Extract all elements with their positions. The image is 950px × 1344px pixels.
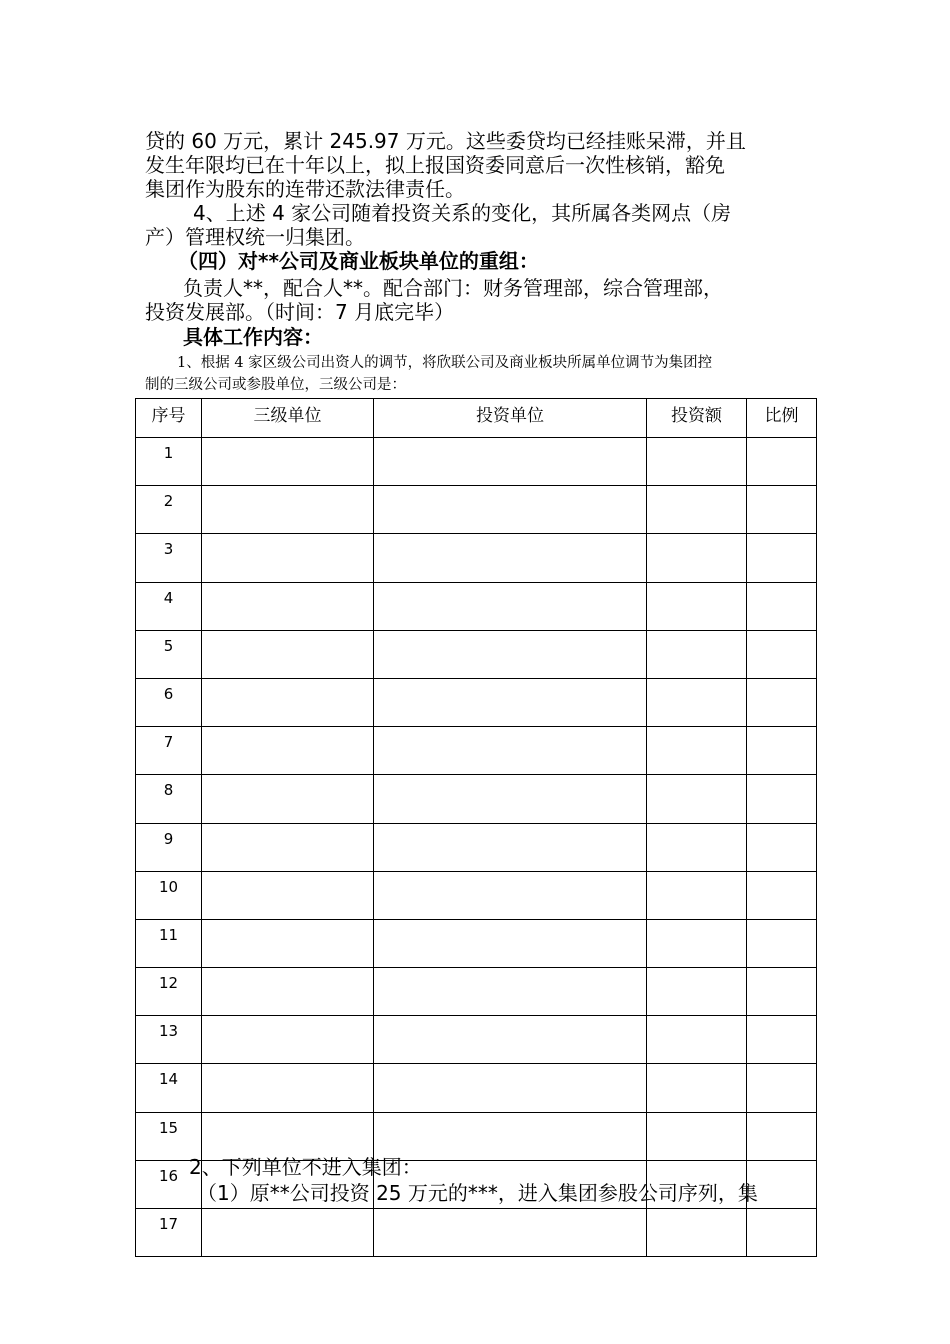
cell-unit: [202, 438, 374, 486]
cell-investor: [374, 678, 647, 726]
paragraph-line: 投资发展部。（时间：7 月底完毕）: [145, 300, 455, 324]
cell-serial: 4: [136, 582, 202, 630]
cell-amount: [647, 823, 747, 871]
cell-serial: 11: [136, 919, 202, 967]
section-heading: （四）对**公司及商业板块单位的重组：: [178, 249, 539, 273]
cell-unit: [202, 1209, 374, 1257]
cell-amount: [647, 871, 747, 919]
cell-ratio: [747, 678, 817, 726]
cell-amount: [647, 438, 747, 486]
paragraph-line-small: 制的三级公司或参股单位，三级公司是：: [145, 377, 406, 393]
paragraph-line: 贷的 60 万元，累计 245.97 万元。这些委贷均已经挂账呆滞，并且: [145, 129, 746, 153]
paragraph-line: 4、上述 4 家公司随着投资关系的变化，其所属各类网点（房: [193, 201, 732, 225]
cell-investor: [374, 775, 647, 823]
cell-ratio: [747, 1112, 817, 1160]
table-row: [136, 727, 817, 775]
table-row: [136, 823, 817, 871]
cell-investor: [374, 534, 647, 582]
cell-unit: [202, 1016, 374, 1064]
cell-investor: [374, 1064, 647, 1112]
paragraph-line: 发生年限均已在十年以上，拟上报国资委同意后一次性核销，豁免: [145, 153, 725, 177]
cell-ratio: [747, 727, 817, 775]
cell-serial: 2: [136, 486, 202, 534]
cell-unit: [202, 727, 374, 775]
cell-serial: 13: [136, 1016, 202, 1064]
cell-amount: [647, 968, 747, 1016]
header-investor: 投资单位: [374, 399, 647, 438]
table-row: [136, 968, 817, 1016]
cell-investor: [374, 871, 647, 919]
cell-amount: [647, 919, 747, 967]
cell-investor: [374, 486, 647, 534]
cell-investor: [374, 727, 647, 775]
cell-ratio: [747, 968, 817, 1016]
cell-amount: [647, 1112, 747, 1160]
cell-ratio: [747, 438, 817, 486]
cell-ratio: [747, 775, 817, 823]
cell-serial: 7: [136, 727, 202, 775]
cell-amount: [647, 775, 747, 823]
cell-ratio: [747, 1016, 817, 1064]
cell-amount: [647, 486, 747, 534]
header-serial: 序号: [136, 399, 202, 438]
cell-serial: 12: [136, 968, 202, 1016]
cell-unit: [202, 486, 374, 534]
header-unit: 三级单位: [202, 399, 374, 438]
paragraph-line-small: 1、根据 4 家区级公司出资人的调节，将欣联公司及商业板块所属单位调节为集团控: [177, 355, 713, 371]
cell-investor: [374, 919, 647, 967]
cell-investor: [374, 582, 647, 630]
cell-unit: [202, 871, 374, 919]
cell-unit: [202, 775, 374, 823]
cell-investor: [374, 1209, 647, 1257]
cell-serial: 1: [136, 438, 202, 486]
cell-serial: 6: [136, 678, 202, 726]
cell-investor: [374, 1016, 647, 1064]
cell-ratio: [747, 1064, 817, 1112]
cell-ratio: [747, 582, 817, 630]
cell-unit: [202, 919, 374, 967]
table-row: [136, 534, 817, 582]
cell-ratio: [747, 1209, 817, 1257]
paragraph-line: 2、下列单位不进入集团：: [189, 1155, 422, 1179]
cell-amount: [647, 1064, 747, 1112]
cell-amount: [647, 678, 747, 726]
table-body: [136, 438, 817, 1257]
cell-serial: 10: [136, 871, 202, 919]
cell-unit: [202, 534, 374, 582]
table-row: [136, 1064, 817, 1112]
table-row: [136, 630, 817, 678]
table-header-row: [136, 399, 817, 438]
cell-unit: [202, 678, 374, 726]
cell-investor: [374, 968, 647, 1016]
cell-ratio: [747, 871, 817, 919]
header-ratio: 比例: [747, 399, 817, 438]
cell-amount: [647, 630, 747, 678]
cell-serial: 8: [136, 775, 202, 823]
table-row: [136, 775, 817, 823]
table-row: [136, 582, 817, 630]
cell-serial: 3: [136, 534, 202, 582]
paragraph-line: 集团作为股东的连带还款法律责任。: [145, 177, 465, 201]
cell-amount: [647, 582, 747, 630]
cell-ratio: [747, 486, 817, 534]
cell-ratio: [747, 534, 817, 582]
cell-investor: [374, 438, 647, 486]
table-row: [136, 1112, 817, 1160]
cell-amount: [647, 1209, 747, 1257]
cell-investor: [374, 630, 647, 678]
header-amount: 投资额: [647, 399, 747, 438]
cell-serial: 5: [136, 630, 202, 678]
cell-investor: [374, 823, 647, 871]
table-row: [136, 438, 817, 486]
paragraph-line: 负责人**，配合人**。配合部门：财务管理部，综合管理部，: [183, 276, 723, 300]
cell-serial: 15: [136, 1112, 202, 1160]
cell-unit: [202, 823, 374, 871]
table-row: [136, 871, 817, 919]
third-level-units-table: [135, 398, 817, 1257]
cell-ratio: [747, 630, 817, 678]
cell-serial: 16: [136, 1160, 202, 1208]
table-row: [136, 1016, 817, 1064]
cell-serial: 17: [136, 1209, 202, 1257]
cell-investor: [374, 1112, 647, 1160]
cell-unit: [202, 630, 374, 678]
table-row: [136, 486, 817, 534]
table-row: [136, 678, 817, 726]
subsection-heading: 具体工作内容：: [183, 325, 323, 349]
cell-ratio: [747, 919, 817, 967]
table-row: [136, 919, 817, 967]
cell-amount: [647, 534, 747, 582]
table-row: [136, 1209, 817, 1257]
cell-unit: [202, 1064, 374, 1112]
paragraph-line: 产）管理权统一归集团。: [145, 225, 365, 249]
cell-unit: [202, 582, 374, 630]
cell-amount: [647, 1016, 747, 1064]
cell-serial: 9: [136, 823, 202, 871]
cell-unit: [202, 968, 374, 1016]
cell-serial: 14: [136, 1064, 202, 1112]
cell-ratio: [747, 823, 817, 871]
paragraph-line: （1）原**公司投资 25 万元的***，进入集团参股公司序列，集: [197, 1181, 758, 1205]
cell-amount: [647, 727, 747, 775]
cell-unit: [202, 1112, 374, 1160]
